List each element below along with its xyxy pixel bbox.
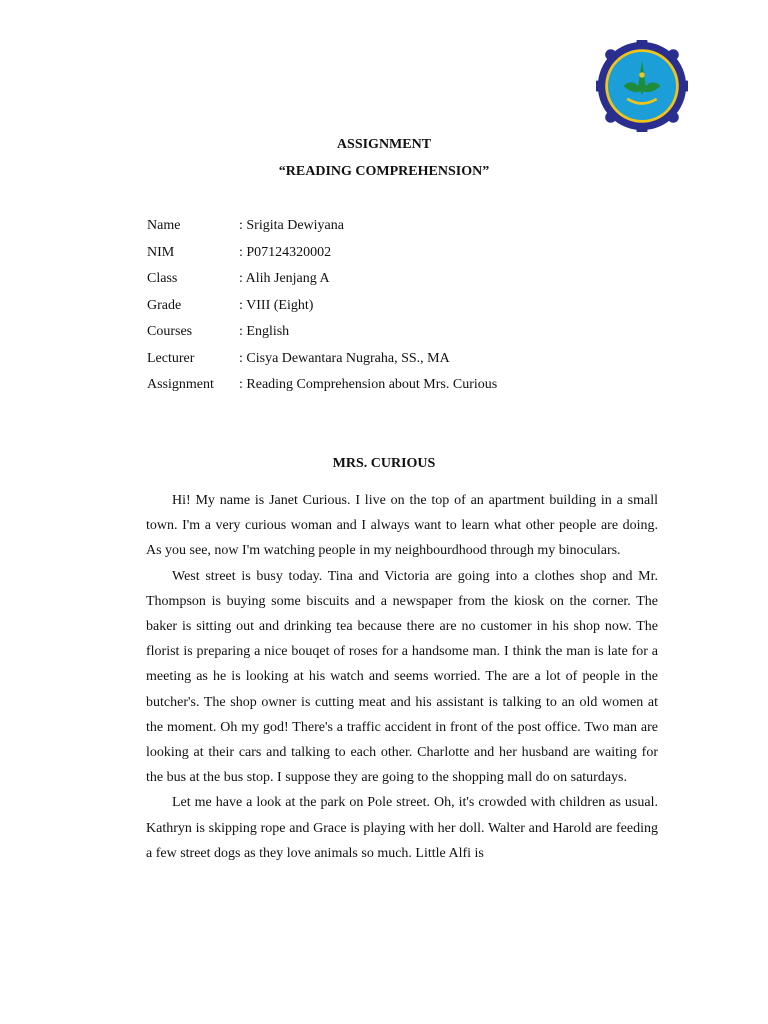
info-value: : VIII (Eight) — [239, 297, 314, 313]
info-row-lecturer — [147, 349, 497, 376]
info-label: Grade — [147, 297, 182, 313]
story-title: MRS. CURIOUS — [332, 456, 436, 471]
info-value: : Srigita Dewiyana — [239, 218, 344, 233]
info-row-grade — [147, 296, 497, 323]
assignment-title: ASSIGNMENT — [336, 137, 432, 152]
info-value: : Reading Comprehension about Mrs. Curious — [239, 377, 498, 392]
info-row-assignment — [147, 375, 497, 402]
info-row-name — [147, 216, 497, 243]
info-label: Courses — [147, 324, 193, 339]
crest-logo — [596, 40, 688, 132]
info-label: Name — [147, 218, 181, 233]
info-row-courses — [147, 322, 497, 349]
info-row-class — [147, 269, 497, 296]
info-value: : Alih Jenjang A — [239, 271, 330, 286]
story-paragraph: Hi! My name is Janet Curious. I live on the top of an apartment building in a small town. I'm a very curious woman and I always want to learn what other people are doing. As you see, now I'm watching people in my neighbourdhood through my binoculars. — [146, 493, 658, 559]
info-label: NIM — [147, 244, 175, 260]
info-value: : English — [239, 324, 290, 339]
story-paragraph: West street is busy today. Tina and Victoria are going into a clothes shop and Mr. Thompson is buying some biscuits and a newspaper from the kiosk on the corner. The baker is sitting out and drinking tea because there are no customer in his shop now. The florist is preparing a nice bouqet of roses for a handsome man. I think the man is late for a meeting as he is looking at his watch and seems worried. The are a lot of people in the butcher's. The shop owner is cutting meat and his assistant is talking to an old women at the moment. Oh my god! There's a traffic accident in front of the post office. Two man are looking at their cars and talking to each other. Charlotte and her husband are waiting for the bus at the bus stop. I suppose they are going to the shopping mall do on saturdays. — [146, 568, 658, 786]
story-paragraph: Let me have a look at the park on Pole street. Oh, it's crowded with children as usual. Kathryn is skipping rope and Grace is playing with her doll. Walter and Harold are feeding a few street dogs as they love animals so much. Little Alfi is — [146, 795, 658, 861]
info-label: Assignment — [147, 377, 214, 392]
info-row-nim — [147, 243, 497, 270]
story-body — [146, 488, 658, 866]
info-label: Lecturer — [147, 350, 195, 366]
info-value: : Cisya Dewantara Nugraha, SS., MA — [239, 350, 450, 366]
student-info — [147, 216, 497, 402]
info-label: Class — [147, 271, 178, 286]
assignment-subtitle: “READING COMPREHENSION” — [278, 164, 490, 179]
info-value: : P07124320002 — [239, 244, 332, 260]
